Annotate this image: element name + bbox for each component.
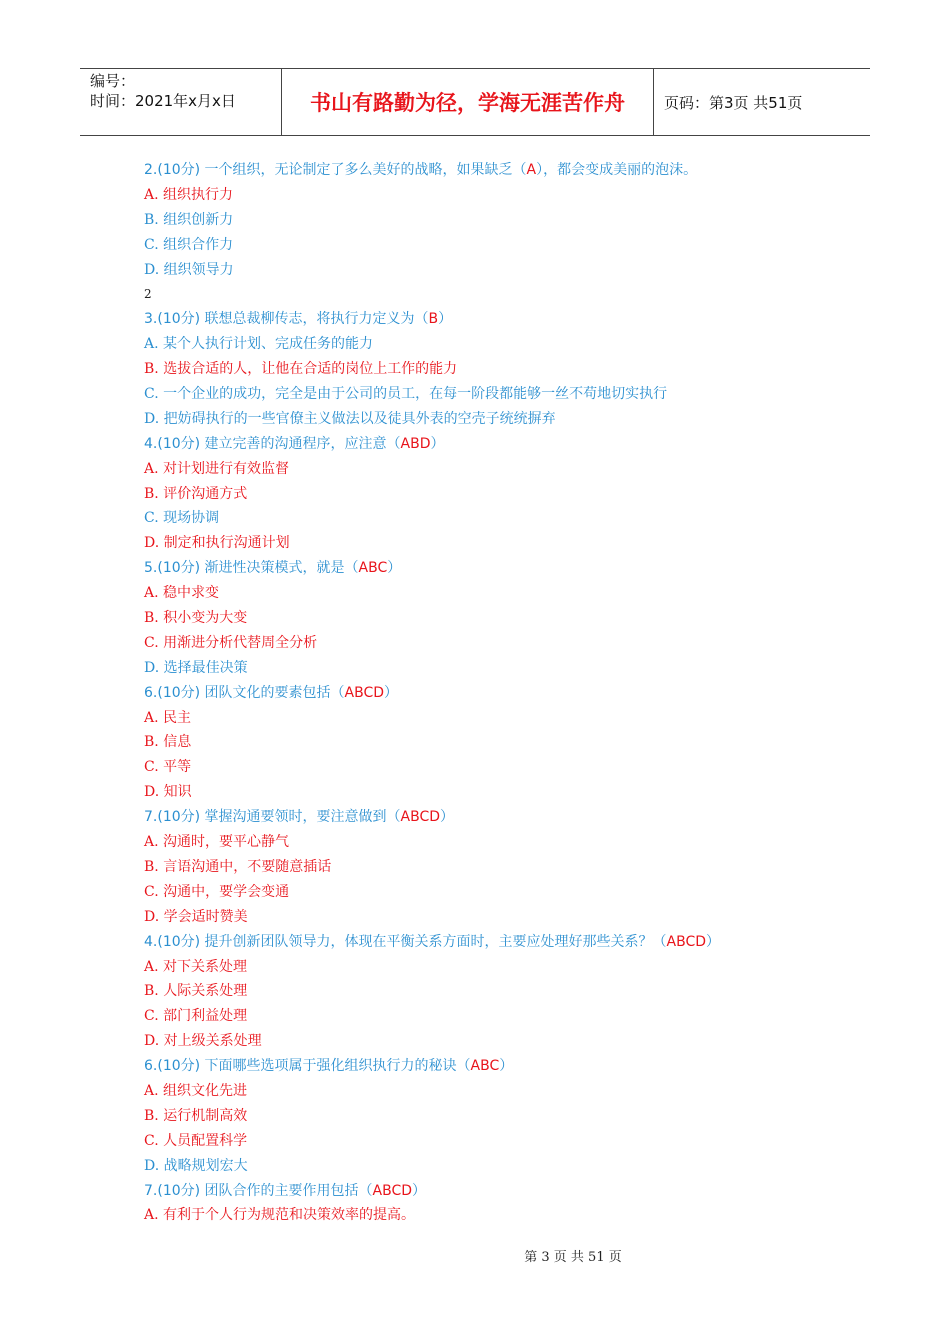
header-meta xyxy=(80,69,282,135)
option-line xyxy=(144,1104,864,1129)
option-line xyxy=(144,1004,864,1029)
option-text: A. 对下关系处理 xyxy=(144,958,248,975)
question-line xyxy=(144,930,864,955)
option-line xyxy=(144,1154,864,1179)
option-line xyxy=(144,631,864,656)
option-line xyxy=(144,531,864,556)
plain-text: 2 xyxy=(144,287,152,302)
option-text: D. 选择最佳决策 xyxy=(144,659,248,676)
option-text: B. 人际关系处理 xyxy=(144,983,248,1000)
option-line xyxy=(144,1079,864,1104)
option-line xyxy=(144,457,864,482)
question-tail: ） xyxy=(384,684,399,701)
option-text: B. 言语沟通中，不要随意插话 xyxy=(144,858,332,875)
option-text: D. 把妨碍执行的一些官僚主义做法以及徒具外表的空壳子统统摒弃 xyxy=(144,410,556,427)
option-text: A. 组织文化先进 xyxy=(144,1082,248,1099)
option-text: D. 学会适时赞美 xyxy=(144,908,248,925)
option-line xyxy=(144,656,864,681)
option-text: A. 稳中求变 xyxy=(144,585,220,602)
option-text: A. 沟通时，要平心静气 xyxy=(144,834,290,851)
option-text: C. 平等 xyxy=(144,759,192,776)
option-text: D. 制定和执行沟通计划 xyxy=(144,535,290,552)
header-motto: 书山有路勤为径，学海无涯苦作舟 xyxy=(282,69,654,135)
question-content xyxy=(144,158,864,1228)
option-line xyxy=(144,506,864,531)
question-tail: ），都会变成美丽的泡沫。 xyxy=(536,162,698,178)
question-answer: A xyxy=(526,162,537,178)
option-text: A. 有利于个人行为规范和决策效率的提高。 xyxy=(144,1207,416,1224)
option-text: B. 积小变为大变 xyxy=(144,610,248,627)
question-line xyxy=(144,805,864,830)
option-text: B. 运行机制高效 xyxy=(144,1107,248,1124)
option-text: A. 对计划进行有效监督 xyxy=(144,460,290,477)
option-text: C. 现场协调 xyxy=(144,510,220,527)
question-text: 6.(10分) 下面哪些选项属于强化组织执行力的秘诀（ xyxy=(144,1058,471,1075)
question-tail: ） xyxy=(387,560,402,577)
question-text: 7.(10分) 掌握沟通要领时，要注意做到（ xyxy=(144,809,401,826)
option-text: B. 信息 xyxy=(144,734,192,751)
option-line xyxy=(144,855,864,880)
doc-date-label: 时间：2021年x月x日 xyxy=(90,92,236,110)
question-text: 4.(10分) 提升创新团队领导力，体现在平衡关系方面时，主要应处理好那些关系？（ xyxy=(144,933,667,950)
page-header xyxy=(80,68,870,136)
option-line xyxy=(144,382,864,407)
option-text: D. 组织领导力 xyxy=(144,261,234,278)
question-answer: ABC xyxy=(470,1058,500,1075)
footer-page-number: 第 3 页 共 51 页 xyxy=(524,1250,622,1265)
question-text: 3.(10分) 联想总裁柳传志，将执行力定义为（ xyxy=(144,311,429,328)
question-answer: ABC xyxy=(358,560,388,577)
question-text: 4.(10分) 建立完善的沟通程序，应注意（ xyxy=(144,435,401,452)
option-text: B. 评价沟通方式 xyxy=(144,485,248,502)
option-text: A. 组织执行力 xyxy=(144,186,234,203)
option-line xyxy=(144,955,864,980)
question-line xyxy=(144,158,864,183)
question-line xyxy=(144,1054,864,1079)
option-text: D. 知识 xyxy=(144,784,192,801)
plain-line xyxy=(144,282,864,307)
question-line xyxy=(144,1179,864,1204)
option-text: A. 民主 xyxy=(144,709,192,726)
option-text: D. 对上级关系处理 xyxy=(144,1033,262,1050)
option-text: D. 战略规划宏大 xyxy=(144,1157,248,1174)
option-text: C. 部门利益处理 xyxy=(144,1008,248,1025)
header-page-info: 页码：第3页 共51页 xyxy=(664,93,803,112)
option-line xyxy=(144,706,864,731)
question-tail: ） xyxy=(430,435,445,452)
option-text: A. 某个人执行计划、完成任务的能力 xyxy=(144,336,374,353)
option-line xyxy=(144,482,864,507)
option-text: B. 选拔合适的人，让他在合适的岗位上工作的能力 xyxy=(144,361,458,378)
question-answer: ABCD xyxy=(400,809,441,826)
question-answer: B xyxy=(428,311,439,328)
option-line xyxy=(144,905,864,930)
option-text: C. 组织合作力 xyxy=(144,236,234,253)
option-line xyxy=(144,581,864,606)
option-line xyxy=(144,332,864,357)
option-text: C. 沟通中，要学会变通 xyxy=(144,883,290,900)
option-line xyxy=(144,730,864,755)
option-text: C. 用渐进分析代替周全分析 xyxy=(144,634,318,651)
option-line xyxy=(144,979,864,1004)
option-text: C. 人员配置科学 xyxy=(144,1132,248,1149)
doc-number-label: 编号： xyxy=(90,72,136,90)
option-line xyxy=(144,1203,864,1228)
question-text: 6.(10分) 团队文化的要素包括（ xyxy=(144,684,345,701)
question-tail: ） xyxy=(438,311,453,328)
question-text: 7.(10分) 团队合作的主要作用包括（ xyxy=(144,1182,373,1199)
question-answer: ABD xyxy=(400,435,431,452)
option-text: C. 一个企业的成功，完全是由于公司的员工，在每一阶段都能够一丝不苟地切实执行 xyxy=(144,386,668,403)
option-line xyxy=(144,606,864,631)
option-line xyxy=(144,880,864,905)
option-line xyxy=(144,830,864,855)
page-footer xyxy=(0,1246,950,1265)
question-text: 2.(10分) 一个组织，无论制定了多么美好的战略，如果缺乏（ xyxy=(144,162,527,178)
option-line xyxy=(144,233,864,258)
question-line xyxy=(144,556,864,581)
option-line xyxy=(144,357,864,382)
question-text: 5.(10分) 渐进性决策模式，就是（ xyxy=(144,560,359,577)
option-line xyxy=(144,1129,864,1154)
question-answer: ABCD xyxy=(372,1182,413,1199)
question-line xyxy=(144,681,864,706)
question-answer: ABCD xyxy=(344,684,385,701)
question-line xyxy=(144,432,864,457)
option-line xyxy=(144,183,864,208)
option-line xyxy=(144,1029,864,1054)
question-tail: ） xyxy=(706,933,721,950)
question-answer: ABCD xyxy=(666,933,707,950)
option-line xyxy=(144,407,864,432)
option-line xyxy=(144,258,864,283)
option-text: B. 组织创新力 xyxy=(144,211,234,228)
question-line xyxy=(144,307,864,332)
option-line xyxy=(144,755,864,780)
question-tail: ） xyxy=(412,1182,427,1199)
question-tail: ） xyxy=(440,809,455,826)
question-tail: ） xyxy=(499,1058,514,1075)
option-line xyxy=(144,780,864,805)
option-line xyxy=(144,208,864,233)
